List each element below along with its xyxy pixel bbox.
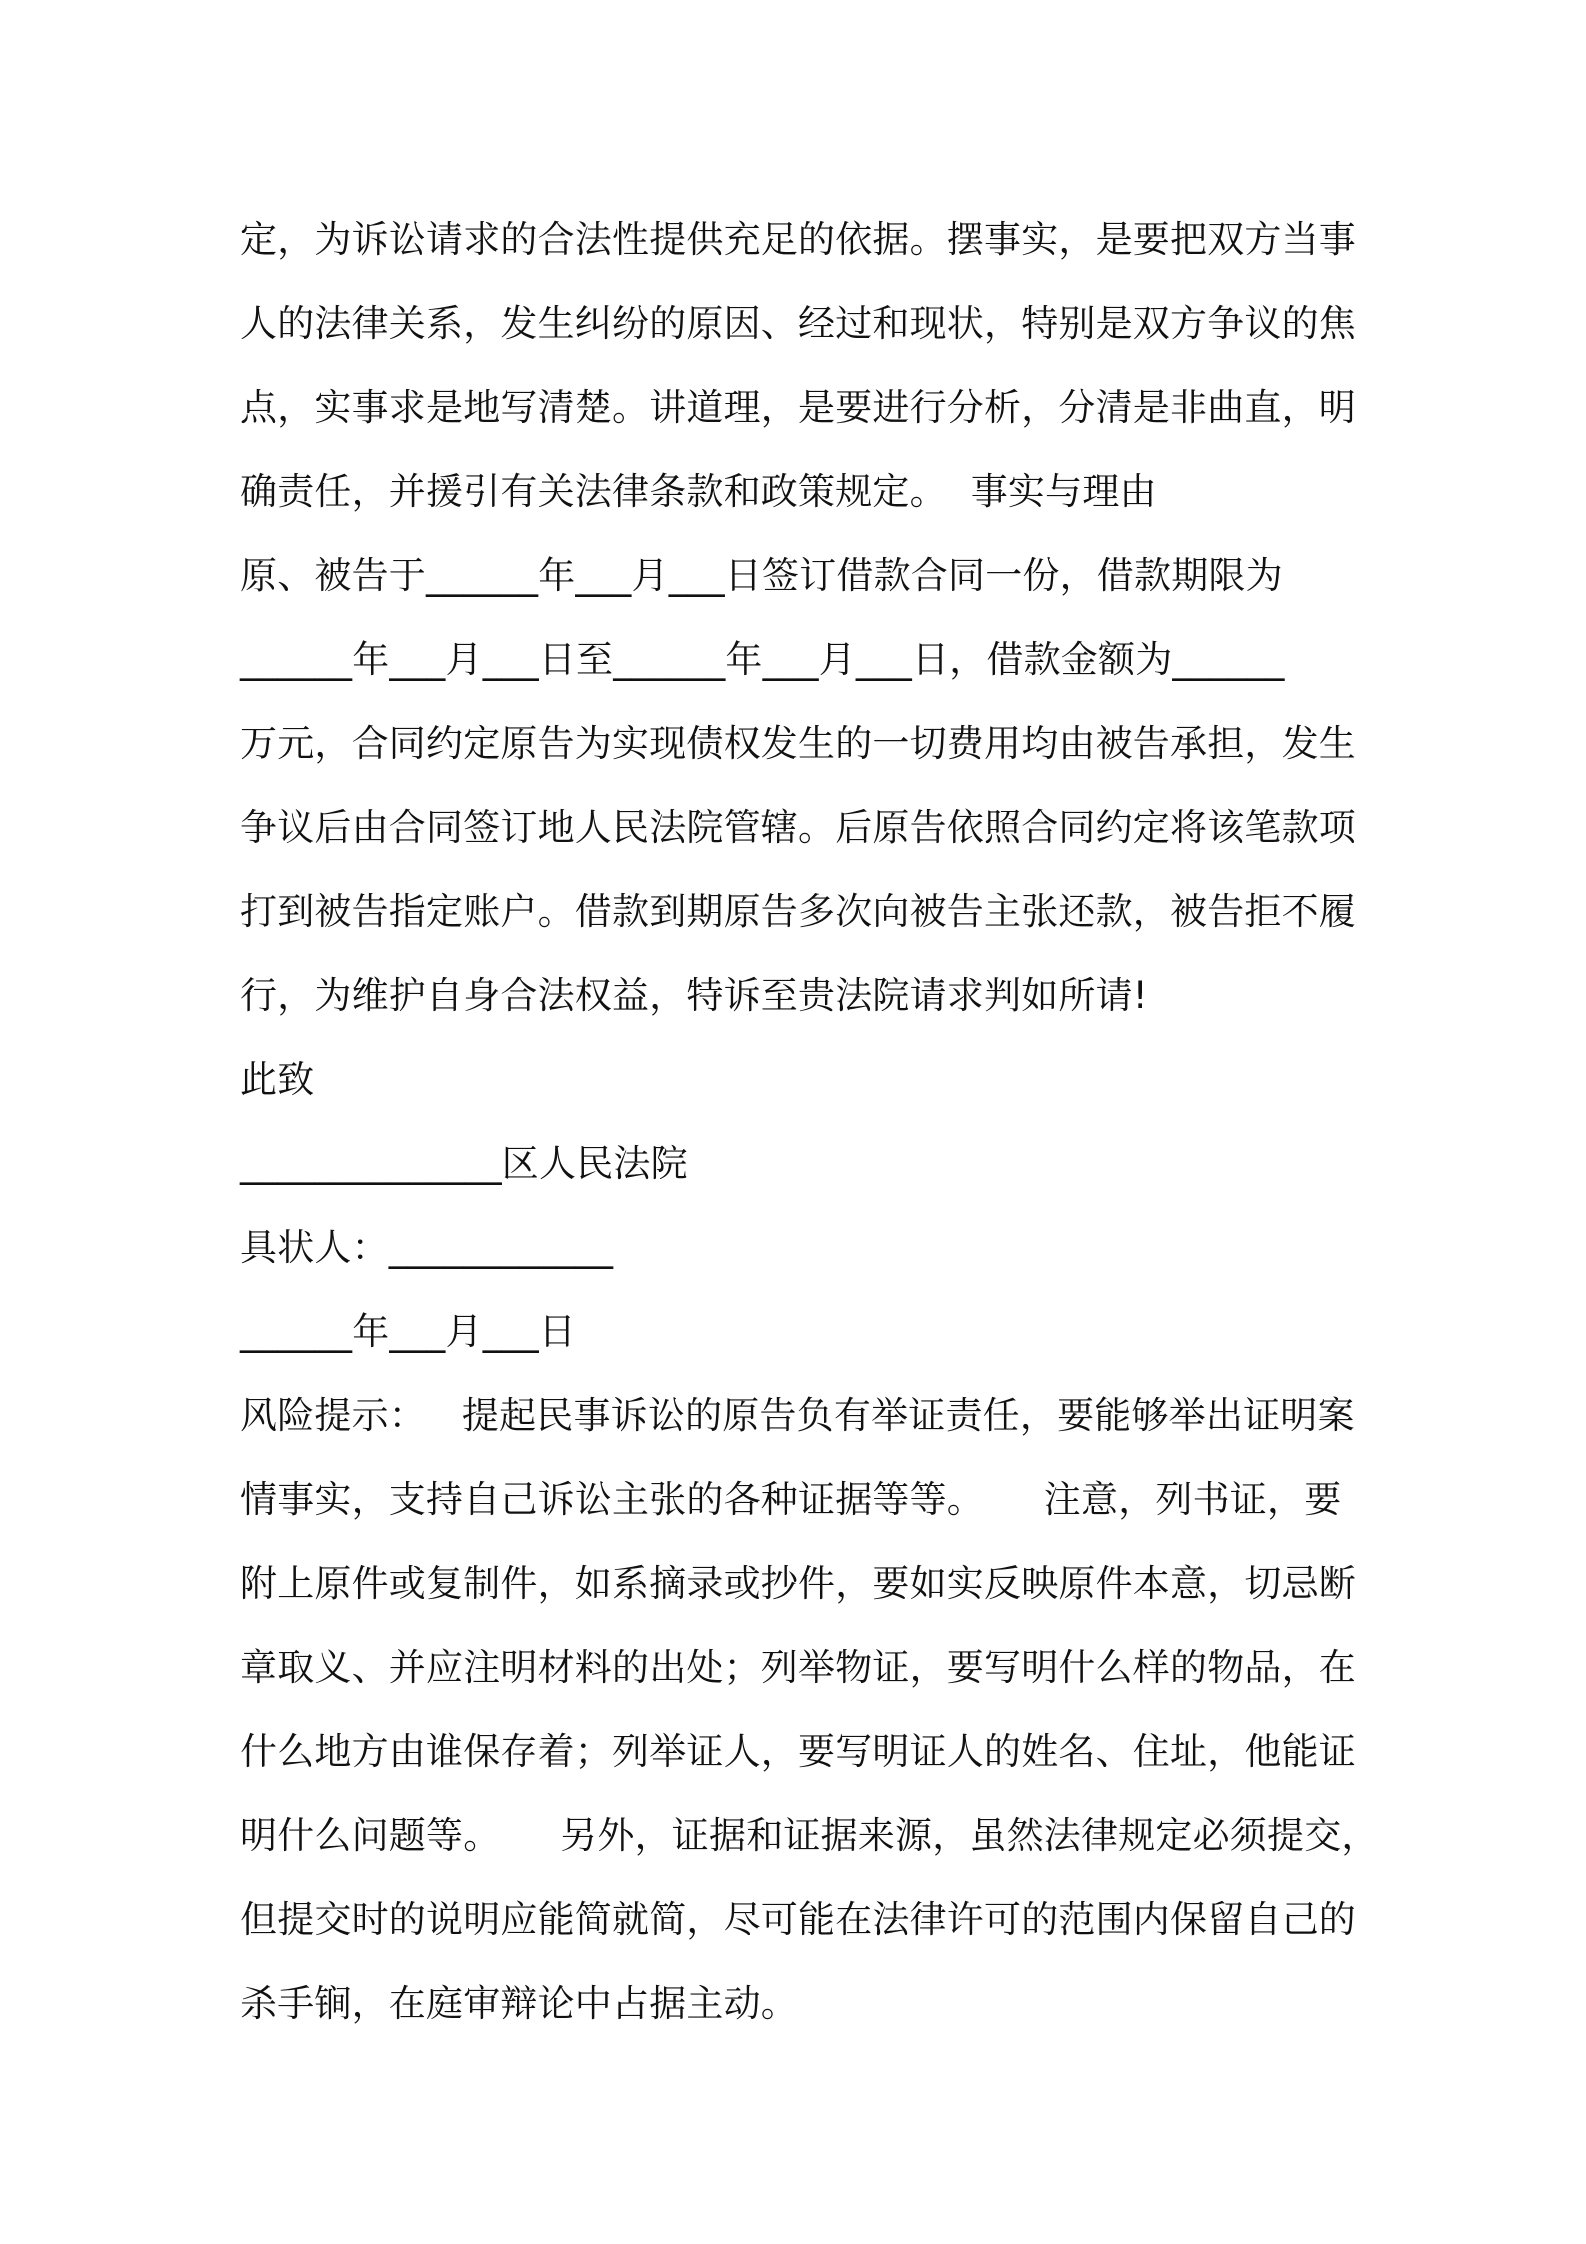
text-line: ______年___月___日至______年___月___日，借款金额为______	[240, 638, 1285, 681]
text-line: 附上原件或复制件，如系摘录或抄件，要如实反映原件本意，切忌断	[240, 1562, 1356, 1605]
text-line: 杀手锏，在庭审辩论中占据主动。	[240, 1982, 798, 2025]
plaintiff-signature-line: 具状人：____________	[240, 1226, 614, 1269]
text-line: 人的法律关系，发生纠纷的原因、经过和现状，特别是双方争议的焦	[240, 302, 1356, 345]
text-line: 定，为诉讼请求的合法性提供充足的依据。摆事实，是要把双方当事	[240, 218, 1356, 261]
text-line: 原、被告于______年___月___日签订借款合同一份，借款期限为	[240, 554, 1283, 597]
text-line: 行，为维护自身合法权益，特诉至贵法院请求判如所请!	[240, 974, 1148, 1017]
text-line: 章取义、并应注明材料的出处；列举物证，要写明什么样的物品，在	[240, 1646, 1356, 1689]
court-name-line: ______________区人民法院	[240, 1142, 688, 1185]
text-line: 打到被告指定账户。借款到期原告多次向被告主张还款，被告拒不履	[240, 890, 1356, 933]
document-page	[240, 198, 1379, 2046]
date-line: ______年___月___日	[240, 1310, 576, 1353]
salutation: 此致	[240, 1058, 315, 1101]
text-line: 明什么问题等。 另外，证据和证据来源，虽然法律规定必须提交，	[240, 1814, 1379, 1857]
text-line: 争议后由合同签订地人民法院管辖。后原告依照合同约定将该笔款项	[240, 806, 1356, 849]
text-line: 情事实，支持自己诉讼主张的各种证据等等。 注意，列书证，要	[240, 1478, 1342, 1521]
text-line: 但提交时的说明应能简就简，尽可能在法律许可的范围内保留自己的	[240, 1898, 1356, 1941]
risk-notice-line: 风险提示： 提起民事诉讼的原告负有举证责任，要能够举出证明案	[240, 1394, 1355, 1437]
text-line: 确责任，并援引有关法律条款和政策规定。 事实与理由	[240, 470, 1157, 513]
text-line: 什么地方由谁保存着；列举证人，要写明证人的姓名、住址，他能证	[240, 1730, 1356, 1773]
text-line: 万元，合同约定原告为实现债权发生的一切费用均由被告承担，发生	[240, 722, 1356, 765]
text-line: 点，实事求是地写清楚。讲道理，是要进行分析，分清是非曲直，明	[240, 386, 1356, 429]
